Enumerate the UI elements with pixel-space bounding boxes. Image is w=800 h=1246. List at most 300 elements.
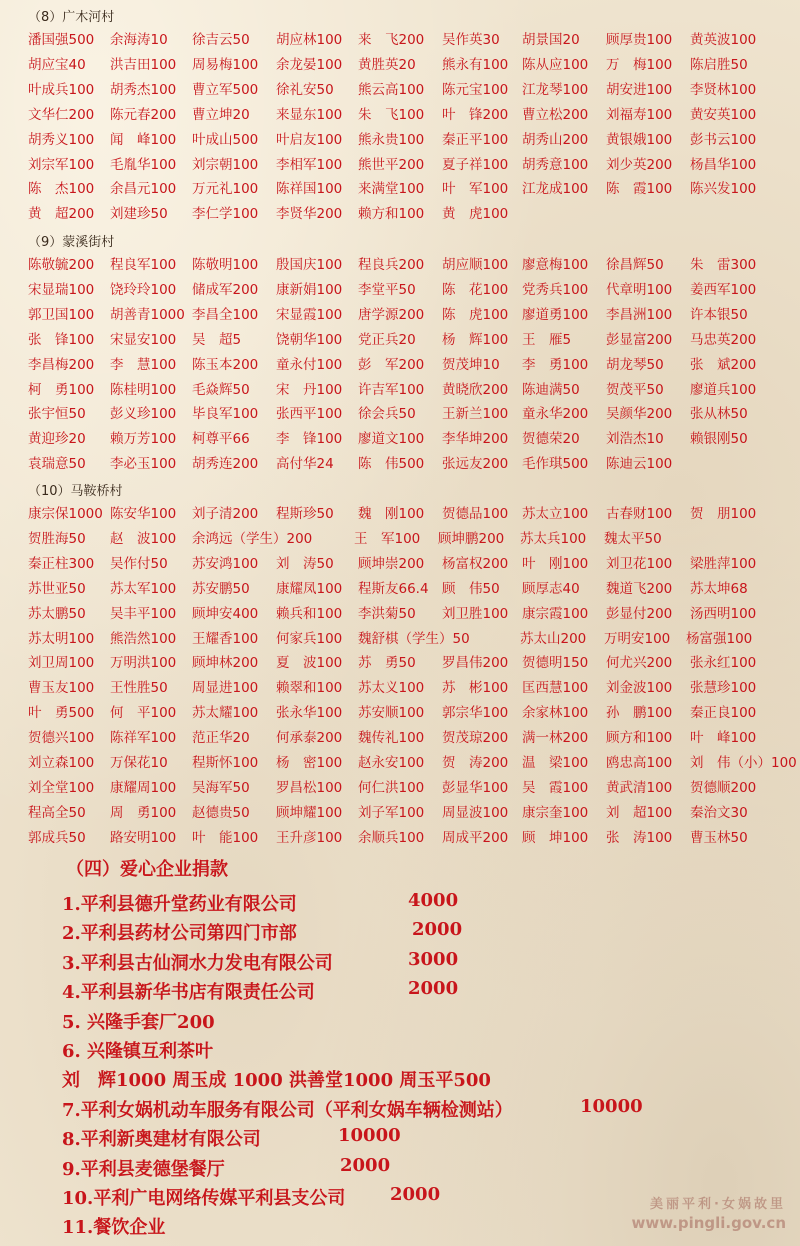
donation-amount: 2000 — [412, 919, 463, 941]
donor-entry: 顾坤林200 — [192, 655, 259, 672]
donor-entry: 陈桂明100 — [110, 381, 177, 398]
donor-entry: 杨 密100 — [276, 755, 343, 771]
donor-entry: 何家兵100 — [276, 630, 343, 647]
donor-entry: 苏世亚50 — [28, 580, 86, 597]
donor-entry: 贺德顺200 — [690, 779, 757, 796]
donor-entry: 刘福寿100 — [606, 106, 673, 123]
donor-entry: 程高全50 — [28, 804, 86, 821]
donor-entry: 顾坤安400 — [192, 605, 259, 622]
donor-entry: 万元礼100 — [192, 181, 259, 198]
donation-amount: 3000 — [408, 948, 459, 970]
corporate-donation-row — [62, 1184, 441, 1210]
donor-entry: 苏安顺100 — [358, 705, 425, 722]
donor-entry: 郭卫国100 — [28, 306, 95, 323]
donor-entry: 杨 辉100 — [442, 331, 509, 348]
donor-entry: 顾 伟50 — [442, 580, 500, 597]
corporate-donation-row — [62, 890, 459, 916]
donor-entry: 满一林200 — [522, 730, 589, 747]
watermark-url: www.pingli.gov.cn — [631, 1214, 786, 1232]
donor-entry: 程斯友66.4 — [358, 580, 429, 597]
company-name: 8.平利新奥建材有限公司 — [62, 1129, 261, 1151]
donor-entry: 路安明100 — [110, 829, 177, 846]
donor-entry: 曹立坤20 — [192, 106, 250, 123]
donor-entry: 宋显瑞100 — [28, 281, 95, 298]
donor-entry: 李洪菊50 — [358, 605, 416, 622]
donor-entry: 党正兵20 — [358, 331, 416, 348]
donor-entry: 赖翠和100 — [276, 680, 343, 697]
donor-entry: 顾 坤100 — [522, 829, 589, 846]
donor-entry: 魏道飞200 — [606, 580, 673, 597]
donor-entry: 赵 波100 — [110, 530, 177, 547]
donor-entry: 赵德贵50 — [192, 804, 250, 821]
company-name: 9.平利县麦德堡餐厅 — [62, 1158, 225, 1180]
donor-entry: 叶 刚100 — [522, 555, 589, 572]
donor-entry: 李相军100 — [276, 156, 343, 173]
donor-entry: 贺胜海50 — [28, 530, 86, 547]
donor-entry: 储成军200 — [192, 281, 259, 298]
donor-entry: 李堂平50 — [358, 281, 416, 298]
donor-entry: 罗昌松100 — [276, 779, 343, 796]
donor-entry: 陈 伟500 — [358, 456, 425, 473]
donor-entry: 柯 勇100 — [28, 381, 95, 398]
donor-entry: 刘宗军100 — [28, 156, 95, 173]
donor-entry: 熊浩然100 — [110, 630, 177, 647]
donor-entry: 刘卫胜100 — [442, 605, 509, 622]
donor-entry: 王耀香100 — [192, 630, 259, 647]
donor-entry: 胡龙琴50 — [606, 356, 664, 373]
donor-entry: 周显波100 — [442, 804, 509, 821]
donor-entry: 黄英波100 — [690, 32, 757, 48]
donor-entry: 饶朝华100 — [276, 331, 343, 348]
donor-entry: 何仁洪100 — [358, 779, 425, 796]
donor-entry: 贺茂平50 — [606, 381, 664, 398]
donor-entry: 刘子清200 — [192, 506, 259, 522]
donor-entry: 廖意梅100 — [522, 257, 589, 273]
donor-entry: 曹玉友100 — [28, 680, 95, 697]
village-heading: （10）马鞍桥村 — [28, 484, 123, 499]
donor-entry: 魏 刚100 — [358, 506, 425, 522]
donation-amount: 2000 — [390, 1184, 441, 1205]
donor-entry: 刘宗朝100 — [192, 156, 259, 173]
donor-entry: 秦正平100 — [442, 131, 509, 148]
donor-entry: 许本银50 — [690, 306, 748, 323]
donor-entry: 胡应林100 — [276, 32, 343, 48]
donor-entry: 高付华24 — [276, 456, 334, 473]
donor-entry: 余顺兵100 — [358, 829, 425, 846]
donor-entry: 秦治文30 — [690, 804, 748, 821]
donor-entry: 贺德品100 — [442, 506, 509, 522]
donation-amount: 4000 — [408, 890, 459, 911]
donor-entry: 陈从应100 — [522, 56, 589, 73]
donation-amount: 10000 — [580, 1095, 643, 1117]
donor-entry: 魏太平50 — [604, 530, 662, 547]
donor-entry: 张宇恒50 — [28, 406, 86, 423]
donor-entry: 黄迎珍20 — [28, 431, 86, 448]
donor-entry: 张西平100 — [276, 406, 343, 423]
donor-entry: 苏太义100 — [358, 680, 425, 697]
donor-entry: 廖道兵100 — [690, 381, 757, 398]
donor-entry: 梁胜萍100 — [690, 555, 757, 572]
donor-entry: 苏 勇50 — [358, 655, 416, 672]
donor-entry: 赖兵和100 — [276, 605, 343, 622]
donor-entry: 贺 朋100 — [690, 506, 757, 522]
company-name: 刘 辉1000 周玉成 1000 洪善堂1000 周玉平500 — [62, 1070, 491, 1092]
donor-entry: 温 梁100 — [522, 755, 589, 771]
donor-entry: 匡西慧100 — [522, 680, 589, 697]
donor-entry: 何尤兴200 — [606, 655, 673, 672]
company-name: 4.平利县新华书店有限责任公司 — [62, 982, 315, 1004]
donor-entry: 李贤林100 — [690, 81, 757, 98]
donor-entry: 鸥忠高100 — [606, 755, 673, 771]
donor-entry: 贺 涛200 — [442, 755, 509, 771]
donor-entry: 陈启胜50 — [690, 56, 748, 73]
donor-entry: 张从林50 — [690, 406, 748, 423]
donor-entry: 李华坤200 — [442, 431, 509, 448]
donor-entry: 康宗奎100 — [522, 804, 589, 821]
donor-entry: 吴作付50 — [110, 555, 168, 572]
donor-entry: 黄 超200 — [28, 206, 95, 223]
donor-entry: 赖方和100 — [358, 206, 425, 223]
donor-entry: 张 涛100 — [606, 829, 673, 846]
donor-entry: 万 梅100 — [606, 56, 673, 73]
corporate-donation-row — [62, 1213, 165, 1239]
donor-entry: 熊永贵100 — [358, 131, 425, 148]
donor-entry: 余昌元100 — [110, 181, 177, 198]
donor-entry: 秦正柱300 — [28, 555, 95, 572]
donor-entry: 刘 超100 — [606, 804, 673, 821]
watermark-slogan: 美丽平利·女娲故里 — [650, 1197, 786, 1212]
donor-entry: 柯尊平66 — [192, 431, 250, 448]
donor-entry: 周成平200 — [442, 829, 509, 846]
donor-entry: 罗昌伟200 — [442, 655, 509, 672]
donor-entry: 宋显霞100 — [276, 306, 343, 323]
company-name: 7.平利女娲机动车服务有限公司（平利女娲车辆检测站） — [62, 1099, 513, 1121]
donor-entry: 康耀凤100 — [276, 580, 343, 597]
donor-entry: 殷国庆100 — [276, 257, 343, 273]
donor-entry: 袁瑞意50 — [28, 456, 86, 473]
donor-entry: 苏太山200 — [520, 630, 587, 647]
donor-entry: 彭显付200 — [606, 605, 673, 622]
donor-entry: 万明洪100 — [110, 655, 177, 672]
donor-entry: 叶 能100 — [192, 829, 259, 846]
donor-entry: 陈元春200 — [110, 106, 177, 123]
donor-entry: 杨昌华100 — [690, 156, 757, 173]
donation-amount: 10000 — [338, 1125, 401, 1147]
donor-entry: 苏太立100 — [522, 506, 589, 522]
donation-amount: 2000 — [408, 978, 459, 1000]
donor-entry: 汤西明100 — [690, 605, 757, 622]
donor-entry: 吴海军50 — [192, 779, 250, 796]
donor-entry: 闻 峰100 — [110, 131, 177, 148]
donor-entry: 叶启友100 — [276, 131, 343, 148]
donor-entry: 叶 锋200 — [442, 106, 509, 123]
donor-entry: 张 锋100 — [28, 331, 95, 348]
donor-entry: 古春财100 — [606, 506, 673, 522]
donor-entry: 胡善青1000 — [110, 306, 185, 323]
donor-entry: 康宗霞100 — [522, 605, 589, 622]
donor-entry: 陈 杰100 — [28, 181, 95, 198]
donor-entry: 李 锋100 — [276, 431, 343, 448]
donor-entry: 宋显安100 — [110, 331, 177, 348]
donor-entry: 王升彦100 — [276, 829, 343, 846]
donor-entry: 余家林100 — [522, 705, 589, 722]
donor-entry: 曹立军500 — [192, 81, 259, 98]
donor-entry: 刘卫周100 — [28, 655, 95, 672]
donor-entry: 廖道文100 — [358, 431, 425, 448]
donor-entry: 童永付100 — [276, 356, 343, 373]
donor-entry: 彭显富200 — [606, 331, 673, 348]
donor-entry: 周易梅100 — [192, 56, 259, 73]
donor-entry: 刘 涛50 — [276, 555, 334, 572]
donor-entry: 毕良军100 — [192, 406, 259, 423]
corporate-donation-row — [62, 1154, 391, 1181]
donor-entry: 李昌梅200 — [28, 356, 95, 373]
donor-entry: 胡秀义100 — [28, 131, 95, 148]
company-name: 10.平利广电网络传媒平利县支公司 — [62, 1188, 346, 1209]
donor-entry: 张 斌200 — [690, 356, 757, 373]
donor-entry: 苏安鹏50 — [192, 580, 250, 597]
donor-entry: 张永红100 — [690, 655, 757, 672]
donor-entry: 贺德明150 — [522, 655, 589, 672]
donor-entry: 饶玲玲100 — [110, 281, 177, 298]
donor-entry: 顾坤鹏200 — [438, 530, 505, 547]
donor-entry: 黄银娥100 — [606, 131, 673, 148]
donor-entry: 陈 霞100 — [606, 181, 673, 198]
donor-entry: 秦正良100 — [690, 705, 757, 722]
donor-entry: 顾厚贵100 — [606, 32, 673, 48]
donor-entry: 潘国强500 — [28, 32, 95, 48]
donor-entry: 毛胤华100 — [110, 156, 177, 173]
donor-entry: 叶 峰100 — [690, 730, 757, 747]
donor-entry: 叶 军100 — [442, 181, 509, 198]
donor-entry: 宋 丹100 — [276, 381, 343, 398]
donor-entry: 熊世平200 — [358, 156, 425, 173]
donor-entry: 苏太兵100 — [520, 530, 587, 547]
donor-entry: 陈 虎100 — [442, 306, 509, 323]
donor-entry: 来显东100 — [276, 106, 343, 123]
donation-amount: 2000 — [340, 1154, 391, 1176]
donor-entry: 陈敬明100 — [192, 257, 259, 273]
donor-entry: 陈敬毓200 — [28, 257, 95, 273]
donor-entry: 刘 伟（小）100 — [690, 755, 797, 771]
donor-entry: 王新兰100 — [442, 406, 509, 423]
donor-entry: 毛作琪500 — [522, 456, 589, 473]
donor-entry: 黄胜英20 — [358, 56, 416, 73]
donor-entry: 吴颜华200 — [606, 406, 673, 423]
donor-entry: 吴 霞100 — [522, 779, 589, 796]
donor-entry: 叶成兵100 — [28, 81, 95, 98]
donor-entry: 顾坤崇200 — [358, 555, 425, 572]
company-name: 11.餐饮企业 — [62, 1217, 166, 1239]
village-heading: （8）广木河村 — [28, 10, 115, 25]
donor-entry: 康新娟100 — [276, 281, 343, 298]
donor-entry: 魏传礼100 — [358, 730, 425, 747]
donor-entry: 王性胜50 — [110, 680, 168, 697]
donor-entry: 唐学源200 — [358, 306, 425, 323]
donor-entry: 刘少英200 — [606, 156, 673, 173]
corporate-section-title: （四）爱心企业捐款 — [66, 859, 228, 880]
donor-entry: 顾方和100 — [606, 730, 673, 747]
donor-entry: 苏太明100 — [28, 630, 95, 647]
donor-entry: 夏 波100 — [276, 655, 343, 672]
donor-entry: 熊云高100 — [358, 81, 425, 98]
corporate-donation-row — [62, 948, 459, 975]
donor-entry: 朱 飞100 — [358, 106, 425, 123]
donor-entry: 姜西军100 — [690, 281, 757, 298]
company-name: 3.平利县古仙洞水力发电有限公司 — [62, 952, 333, 974]
donor-entry: 李 慧100 — [110, 356, 177, 373]
donor-entry: 陈祥军100 — [110, 730, 177, 747]
donor-entry: 胡景国20 — [522, 32, 580, 48]
corporate-donation-row — [62, 978, 459, 1004]
donor-entry: 党秀兵100 — [522, 281, 589, 298]
donor-entry: 徐会兵50 — [358, 406, 416, 423]
donor-entry: 胡秀山200 — [522, 131, 589, 148]
donor-entry: 童永华200 — [522, 406, 589, 423]
donor-entry: 陈迪云100 — [606, 456, 673, 473]
donor-entry: 苏 彬100 — [442, 680, 509, 697]
donor-entry: 程斯怀100 — [192, 755, 259, 771]
donor-entry: 吴 超5 — [192, 331, 242, 348]
donor-entry: 余龙晏100 — [276, 56, 343, 73]
corporate-donation-row — [62, 1037, 213, 1063]
donor-entry: 黄武清100 — [606, 779, 673, 796]
donor-entry: 李昌洲100 — [606, 306, 673, 323]
corporate-donation-row — [62, 1008, 215, 1034]
donor-entry: 苏太鹏50 — [28, 605, 86, 622]
donor-entry: 刘子军100 — [358, 804, 425, 821]
donor-entry: 代章明100 — [606, 281, 673, 298]
donor-entry: 江龙琴100 — [522, 81, 589, 98]
donor-entry: 康耀周100 — [110, 779, 177, 796]
donor-entry: 陈迪满50 — [522, 381, 580, 398]
donor-entry: 苏太军100 — [110, 580, 177, 597]
corporate-donation-row — [62, 1066, 491, 1092]
donor-entry: 郭宗华100 — [442, 705, 509, 722]
donor-entry: 熊永有100 — [442, 56, 509, 73]
donor-entry: 李昌全100 — [192, 306, 259, 323]
donor-entry: 徐礼安50 — [276, 81, 334, 98]
donor-entry: 廖道勇100 — [522, 306, 589, 323]
donor-entry: 张永华100 — [276, 705, 343, 722]
village-heading: （9）蒙溪街村 — [28, 235, 115, 250]
donor-entry: 刘全堂100 — [28, 779, 95, 796]
donor-entry: 余鸿远（学生）200 — [192, 530, 313, 547]
donor-entry: 彭显华100 — [442, 779, 509, 796]
donor-entry: 胡安进100 — [606, 81, 673, 98]
company-name: 1.平利县德升堂药业有限公司 — [62, 894, 297, 915]
donor-entry: 胡应宝40 — [28, 56, 86, 73]
company-name: 2.平利县药材公司第四门市部 — [62, 923, 297, 945]
donor-entry: 许吉军100 — [358, 381, 425, 398]
donor-entry: 周 勇100 — [110, 804, 177, 821]
donor-entry: 文华仁200 — [28, 106, 95, 123]
donor-entry: 余海涛10 — [110, 32, 168, 48]
donor-entry: 万明安100 — [604, 630, 671, 647]
donor-entry: 孙 鹏100 — [606, 705, 673, 722]
donor-entry: 程斯珍50 — [276, 506, 334, 522]
donor-entry: 李仁学100 — [192, 206, 259, 223]
donor-entry: 范正华20 — [192, 730, 250, 747]
company-name: 5. 兴隆手套厂200 — [62, 1011, 215, 1033]
donor-entry: 何 平100 — [110, 705, 177, 722]
donor-entry: 苏太耀100 — [192, 705, 259, 722]
donor-entry: 苏安鸿100 — [192, 555, 259, 572]
donor-entry: 陈兴发100 — [690, 181, 757, 198]
donor-entry: 陈安华100 — [110, 506, 177, 522]
donor-entry: 李贤华200 — [276, 206, 343, 223]
site-watermark — [632, 1193, 786, 1232]
donor-entry: 程良军100 — [110, 257, 177, 273]
donor-entry: 贺茂坤10 — [442, 356, 500, 373]
donor-entry: 何承泰200 — [276, 730, 343, 747]
donor-entry: 徐昌辉50 — [606, 257, 664, 273]
donor-entry: 陈玉本200 — [192, 356, 259, 373]
donor-entry: 赖万芳100 — [110, 431, 177, 448]
donor-entry: 郭成兵50 — [28, 829, 86, 846]
donor-entry: 张远友200 — [442, 456, 509, 473]
donor-entry: 徐吉云50 — [192, 32, 250, 48]
donor-entry: 贺茂琼200 — [442, 730, 509, 747]
corporate-donation-row — [62, 919, 463, 945]
donor-entry: 彭义珍100 — [110, 406, 177, 423]
donor-entry: 康宗保1000 — [28, 506, 103, 522]
donor-entry: 陈 花100 — [442, 281, 509, 298]
donor-entry: 夏子祥100 — [442, 156, 509, 173]
donor-entry: 胡秀意100 — [522, 156, 589, 173]
donor-entry: 彭 军200 — [358, 356, 425, 373]
donor-entry: 曹立松200 — [522, 106, 589, 123]
donor-entry: 刘金波100 — [606, 680, 673, 697]
donor-entry: 黄晓欣200 — [442, 381, 509, 398]
donor-entry: 赖银刚50 — [690, 431, 748, 448]
donor-entry: 张慧珍100 — [690, 680, 757, 697]
donor-entry: 贺德兴100 — [28, 730, 95, 747]
donor-entry: 曹玉林50 — [690, 829, 748, 846]
donor-entry: 杨富权200 — [442, 555, 509, 572]
donor-entry: 魏舒棋（学生）50 — [358, 630, 470, 647]
donor-entry: 胡秀连200 — [192, 456, 259, 473]
donor-entry: 贺德荣20 — [522, 431, 580, 448]
donor-entry: 刘建珍50 — [110, 206, 168, 223]
company-name: 6. 兴隆镇互利茶叶 — [62, 1041, 214, 1062]
donor-entry: 朱 雷300 — [690, 257, 757, 273]
donor-entry: 赵永安100 — [358, 755, 425, 771]
donor-entry: 胡应顺100 — [442, 257, 509, 273]
donor-entry: 顾坤耀100 — [276, 804, 343, 821]
donor-entry: 吴作英30 — [442, 32, 500, 48]
donor-entry: 陈祥国100 — [276, 181, 343, 198]
donor-entry: 王 军100 — [354, 530, 421, 547]
corporate-donation-row — [62, 1095, 643, 1122]
donor-entry: 黄 虎100 — [442, 206, 509, 223]
donor-entry: 杨富强100 — [686, 630, 753, 647]
donor-entry: 来 飞200 — [358, 32, 425, 48]
donor-entry: 马忠英200 — [690, 331, 757, 348]
donor-entry: 万保花10 — [110, 755, 168, 771]
donor-entry: 毛焱辉50 — [192, 381, 250, 398]
donor-entry: 李 勇100 — [522, 356, 589, 373]
donor-entry: 来满堂100 — [358, 181, 425, 198]
donor-entry: 叶成山500 — [192, 131, 259, 148]
donor-entry: 江龙成100 — [522, 181, 589, 198]
donor-entry: 黄安英100 — [690, 106, 757, 123]
donor-entry: 周显进100 — [192, 680, 259, 697]
donor-entry: 刘立森100 — [28, 755, 95, 771]
donor-entry: 刘卫花100 — [606, 555, 673, 572]
donor-entry: 刘浩杰10 — [606, 431, 664, 448]
donor-entry: 苏太坤68 — [690, 580, 748, 597]
